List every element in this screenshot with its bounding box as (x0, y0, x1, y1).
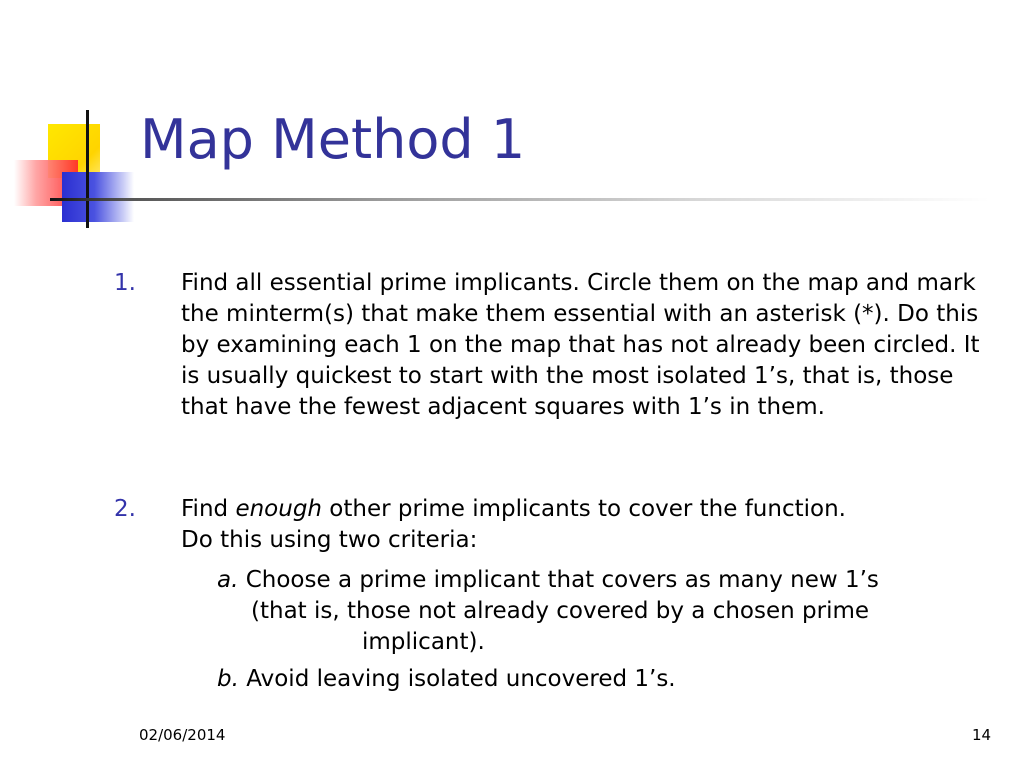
criterion-b-text-1: Avoid leaving isolated uncovered 1’s. (238, 666, 676, 692)
criterion-a-line-1 (217, 565, 879, 596)
footer-page-number: 14 (972, 726, 992, 744)
item-2-prefix: Find (181, 496, 236, 522)
criterion-a-text-1: Choose a prime implicant that covers as many new 1’s (238, 567, 879, 593)
criterion-a-line-2: (that is, those not already covered by a chosen prime (251, 598, 870, 624)
criterion-b-line-1 (217, 664, 676, 695)
list-item-1-text: Find all essential prime implicants. Circle them on the map and mark the minterm(s) that make them essential with an asterisk (*). Do this by examining each 1 on the map that has not already been circled. It is usually quickest to start with the most isolated 1’s, that is, those that have the fewest adjacent squares with 1’s in them. (181, 270, 980, 420)
blue-square-decoration (62, 172, 134, 222)
item-2-emphasis: enough (235, 496, 322, 522)
criterion-a-letter: a. (217, 567, 239, 593)
list-number-2: 2. (114, 496, 136, 522)
footer-date: 02/06/2014 (139, 726, 226, 744)
slide-title: Map Method 1 (140, 108, 526, 171)
list-item-2-line-2: Do this using two criteria: (181, 527, 478, 553)
criterion-b-letter: b. (217, 666, 239, 692)
title-underline-rule (50, 198, 990, 201)
list-item-2-line-1 (181, 494, 846, 525)
item-2-suffix: other prime implicants to cover the function. (322, 496, 846, 522)
vertical-rule-decoration (86, 110, 89, 228)
list-number-1: 1. (114, 270, 136, 296)
criterion-a-line-3: implicant). (362, 629, 485, 655)
